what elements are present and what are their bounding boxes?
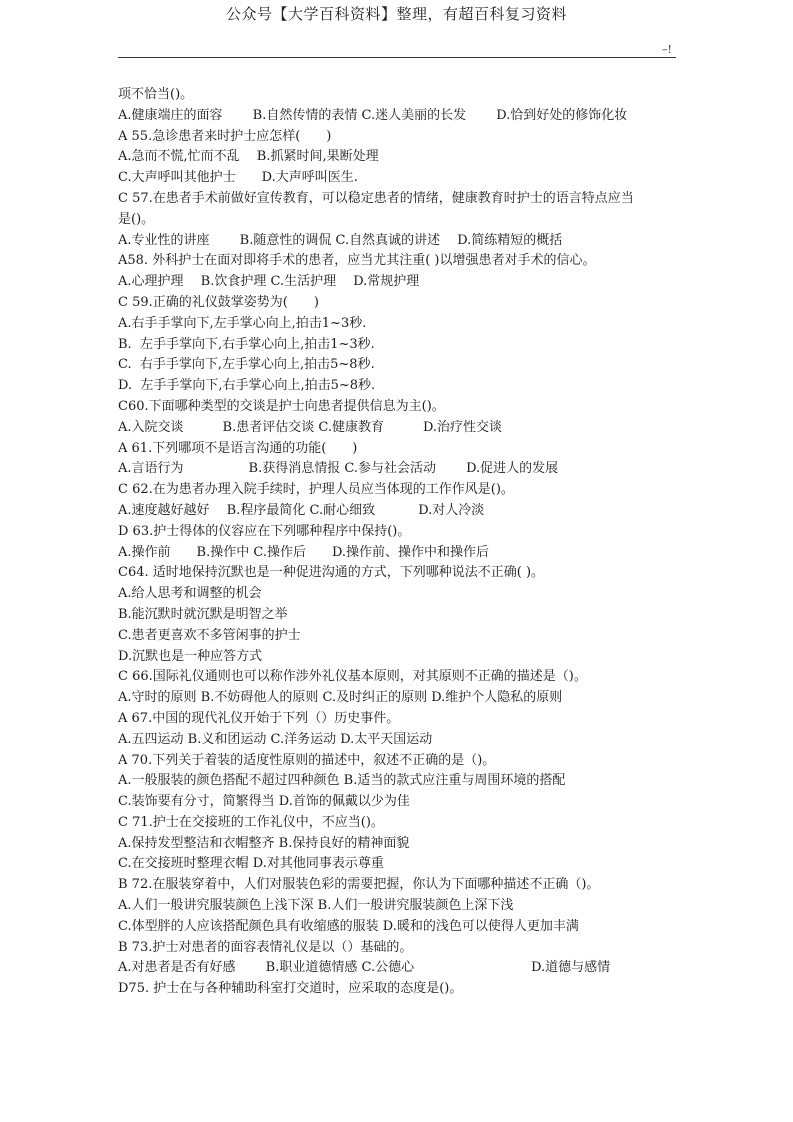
text-line: C 59.正确的礼仪鼓掌姿势为( ) [118, 294, 319, 310]
text-line: A.保持发型整洁和衣帽整齐 B.保持良好的精神面貌 [118, 835, 410, 851]
text-line: A 55.急诊患者来时护士应怎样( ) [118, 128, 332, 144]
text-line: A.人们一般讲究服装颜色上浅下深 B.人们一般讲究服装颜色上深下浅 [118, 898, 514, 914]
text-line: B 72.在服装穿着中，人们对服装色彩的需要把握，你认为下面哪种描述不正确（)。 [118, 877, 600, 893]
text-line: C64. 适时地保持沉默也是一种促进沟通的方式，下列哪种说法不正确( )。 [118, 565, 545, 581]
text-line: C 57.在患者手术前做好宣传教育，可以稳定患者的情绪，健康教育时护士的语言特点应当 [118, 190, 634, 206]
text-line: A.右手手掌向下,左手掌心向上,拍击1~3秒. [118, 315, 367, 331]
document-body [118, 85, 693, 1000]
text-line: A.急而不慌,忙而不乱 B.抓紧时间,果断处理 [118, 149, 379, 165]
page-header-title: 公众号【大学百科资料】整理，有超百科复习资料 [225, 5, 567, 23]
text-line: A.健康端庄的面容 B.自然传情的表情 C.迷人美丽的长发 D.恰到好处的修饰化妆 [118, 107, 628, 123]
text-line: B 73.护士对患者的面容表情礼仪是以（）基础的。 [118, 939, 413, 955]
text-line: C. 右手手掌向下,左手掌心向上,拍击5~8秒. [118, 357, 375, 373]
text-line: B. 左手手掌向下,右手掌心向上,拍击1~3秒. [118, 336, 375, 352]
text-line: A 70.下列关于着装的适度性原则的描述中，叙述不正确的是（)。 [118, 752, 496, 768]
text-line: A 61.下列哪项不是语言沟通的功能( ) [118, 440, 358, 456]
text-line: A.给人思考和调整的机会 [118, 586, 262, 602]
text-line: A.入院交谈 B.患者评估交谈 C.健康教育 D.治疗性交谈 [118, 419, 503, 435]
header-divider [118, 57, 676, 58]
text-line: A58. 外科护士在面对即将手术的患者，应当尤其注重( )以增强患者对手术的信心。 [118, 253, 596, 269]
text-line: A.心理护理 B.饮食护理 C.生活护理 D.常规护理 [118, 274, 420, 290]
text-line: C.装饰要有分寸，简繁得当 D.首饰的佩戴以少为佳 [118, 794, 410, 810]
text-line: A.速度越好越好 B.程序最简化 C.耐心细致 D.对人冷淡 [118, 502, 485, 518]
text-line: A.专业性的讲座 B.随意性的调侃 C.自然真诚的讲述 D.简练精短的概括 [118, 232, 563, 248]
text-line: D75. 护士在与各种辅助科室打交道时，应采取的态度是()。 [118, 981, 463, 997]
text-line: C.大声呼叫其他护士 D.大声呼叫医生. [118, 170, 358, 186]
text-line: C.患者更喜欢不多管闲事的护士 [118, 627, 301, 643]
text-line: C.在交接班时整理衣帽 D.对其他同事表示尊重 [118, 856, 384, 872]
text-line: C.体型胖的人应该搭配颜色具有收缩感的服装 D.暖和的浅色可以使得人更加丰满 [118, 918, 579, 934]
text-line: C60.下面哪种类型的交谈是护士向患者提供信息为主()。 [118, 398, 445, 414]
text-line: B.能沉默时就沉默是明智之举 [118, 606, 288, 622]
text-line: A.守时的原则 B.不妨碍他人的原则 C.及时纠正的原则 D.维护个人隐私的原则 [118, 690, 563, 706]
text-line: D. 左手手掌向下,右手掌心向上,拍击5~8秒. [118, 378, 376, 394]
text-line: A.言语行为 B.获得消息情报 C.参与社会活动 D.促进人的发展 [118, 461, 559, 477]
text-line: A.对患者是否有好感 B.职业道德情感 C.公德心 D.道德与感情 [118, 960, 611, 976]
text-line: D 63.护士得体的仪容应在下列哪种程序中保持()。 [118, 523, 411, 539]
text-line: C 71.护士在交接班的工作礼仪中，不应当()。 [118, 814, 384, 830]
text-line: 是()。 [118, 211, 155, 227]
text-line: D.沉默也是一种应答方式 [118, 648, 263, 664]
text-line: A.操作前 B.操作中 C.操作后 D.操作前、操作中和操作后 [118, 544, 490, 560]
text-line: C 62.在为患者办理入院手续时，护理人员应当体现的工作作风是()。 [118, 482, 514, 498]
text-line: 项不恰当()。 [118, 87, 194, 102]
text-line: A.五四运动 B.义和团运动 C.洋务运动 D.太平天国运动 [118, 731, 433, 747]
header-corner-mark: –! [662, 43, 672, 56]
text-line: A 67.中国的现代礼仪开始于下列（）历史事件。 [118, 710, 400, 726]
text-line: A.一般服装的颜色搭配不超过四种颜色 B.适当的款式应注重与周围环境的搭配 [118, 773, 566, 789]
text-line: C 66.国际礼仪通则也可以称作涉外礼仪基本原则，对其原则不正确的描述是（)。 [118, 669, 587, 685]
